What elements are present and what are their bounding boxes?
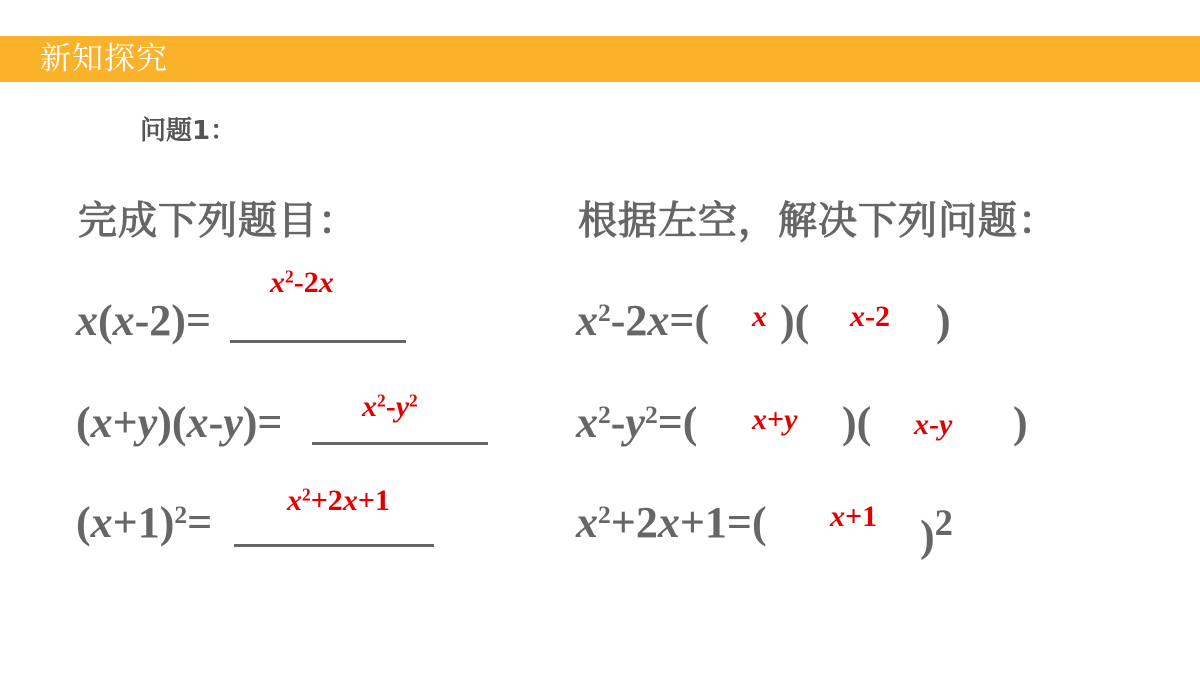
answer-blank-2 <box>312 442 488 445</box>
right-heading: 根据左空，解决下列问题： <box>578 199 1059 244</box>
right-answer-3: x+1 <box>830 500 878 533</box>
problem-label: 问题1： <box>140 116 237 146</box>
right-paren-1b: ) <box>936 296 951 345</box>
left-equation-3: $(x+1)^2=$ <box>76 498 213 547</box>
right-answer-2a: x+y <box>752 403 798 436</box>
right-paren-1a: )( <box>780 296 810 345</box>
right-answer-2b: x-y <box>914 408 953 441</box>
answer-blank-3 <box>234 544 434 547</box>
right-paren-2b: ) <box>1013 398 1028 447</box>
left-equation-1: x(x-2)= <box>76 296 212 345</box>
answer-blank-1 <box>230 340 406 343</box>
left-equation-2: (x+y)(x-y)= <box>76 398 283 447</box>
section-banner <box>0 36 1200 82</box>
right-equation-2: $x^2-y^2=$( <box>576 398 698 447</box>
section-title: 新知探究 <box>40 41 168 77</box>
right-equation-1: $x^2-2x=$( <box>576 296 710 345</box>
left-answer-3: $x^2+2x+1$ <box>287 484 390 517</box>
right-paren-3: )$^2$ <box>920 502 953 561</box>
right-answer-1a: x <box>752 300 767 333</box>
right-paren-2a: )( <box>842 398 872 447</box>
right-answer-1b: x-2 <box>850 300 890 333</box>
right-equation-3: $x^2+2x+1=$( <box>576 498 767 547</box>
left-heading: 完成下列题目： <box>78 199 359 244</box>
left-answer-1: $x^2-2x$ <box>270 266 334 299</box>
left-answer-2: $x^2-y^2$ <box>362 390 418 423</box>
